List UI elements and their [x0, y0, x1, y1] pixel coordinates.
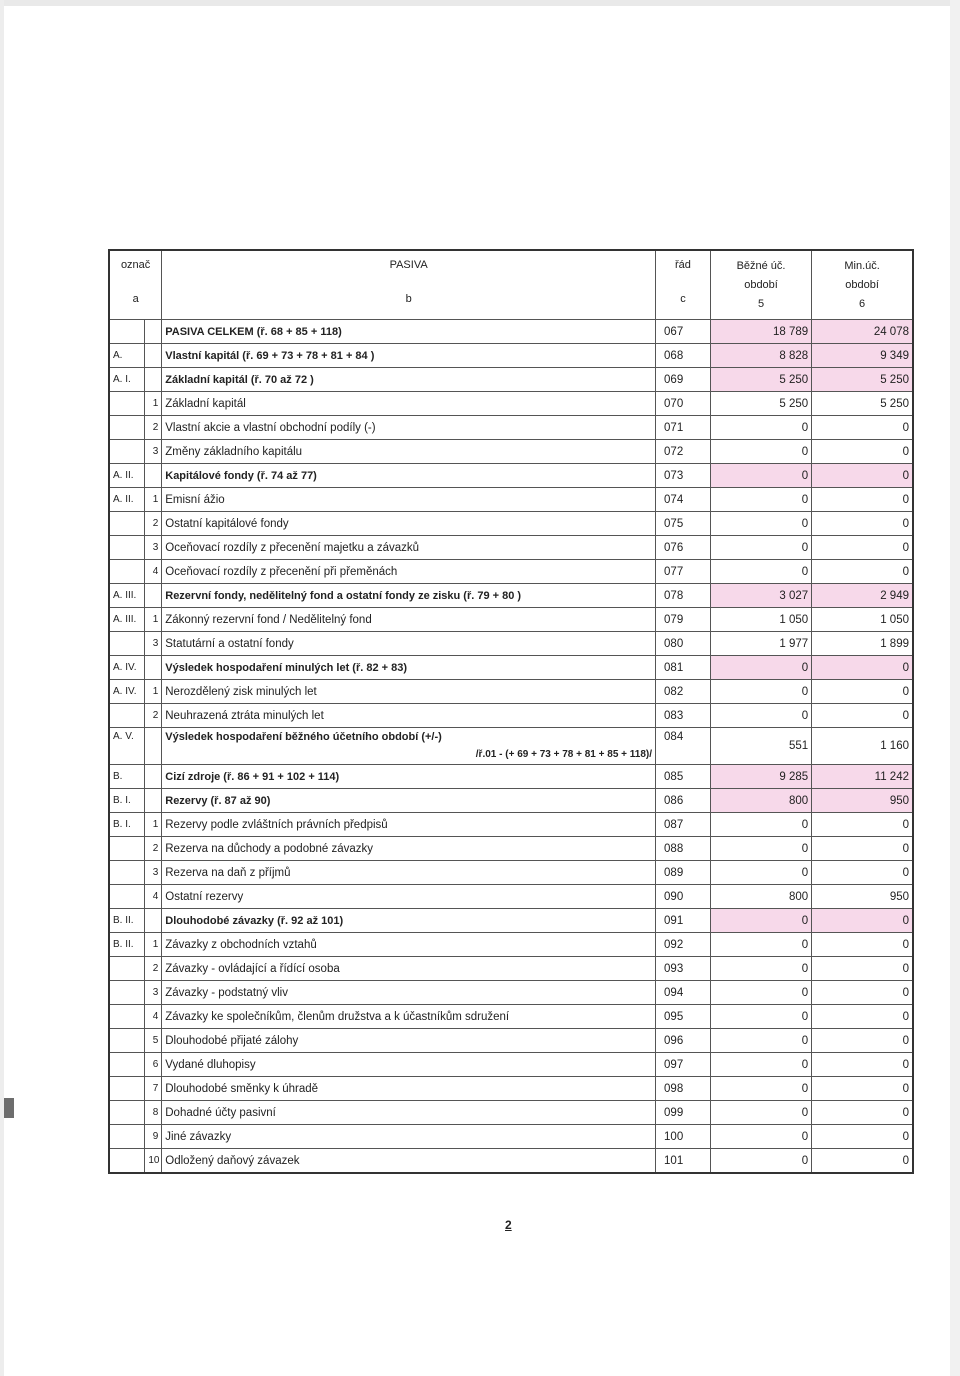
row-current-value: 0	[710, 416, 811, 440]
row-label: Zákonný rezervní fond / Nedělitelný fond	[162, 608, 656, 632]
table-row	[109, 344, 913, 368]
row-previous-value: 0	[812, 1101, 913, 1125]
row-previous-value: 0	[812, 1029, 913, 1053]
row-designation	[109, 957, 145, 981]
row-current-value: 0	[710, 1149, 811, 1174]
row-code: 082	[656, 680, 711, 704]
row-label: Základní kapitál	[162, 392, 656, 416]
row-item-number	[145, 656, 162, 680]
row-code: 083	[656, 704, 711, 728]
row-code: 077	[656, 560, 711, 584]
row-designation	[109, 1029, 145, 1053]
row-code: 068	[656, 344, 711, 368]
row-current-value: 551	[710, 728, 811, 765]
header-bezne-l3: 5	[757, 298, 765, 310]
row-label: Rezervy (ř. 87 až 90)	[162, 789, 656, 813]
row-code: 101	[656, 1149, 711, 1174]
row-previous-value: 0	[812, 1149, 913, 1174]
row-code: 076	[656, 536, 711, 560]
row-label: Rezerva na důchody a podobné závazky	[162, 837, 656, 861]
row-designation	[109, 1125, 145, 1149]
header-minule-l1: Min.úč.	[844, 260, 880, 272]
row-item-number	[145, 765, 162, 789]
table-row	[109, 861, 913, 885]
row-label: Rezervy podle zvláštních právních předpisů	[162, 813, 656, 837]
row-code: 085	[656, 765, 711, 789]
row-label: Ostatní kapitálové fondy	[162, 512, 656, 536]
row-item-number	[145, 728, 162, 765]
row-designation: A.	[109, 344, 145, 368]
margin-mark	[4, 1098, 14, 1118]
row-item-number: 2	[145, 416, 162, 440]
row-previous-value: 1 160	[812, 728, 913, 765]
row-previous-value: 0	[812, 837, 913, 861]
row-label: Výsledek hospodaření minulých let (ř. 82 + 83)	[162, 656, 656, 680]
row-code: 079	[656, 608, 711, 632]
row-label: Dlouhodobé přijaté zálohy	[162, 1029, 656, 1053]
row-item-number: 4	[145, 560, 162, 584]
row-label: Dlouhodobé závazky (ř. 92 až 101)	[162, 909, 656, 933]
row-code: 080	[656, 632, 711, 656]
row-designation: B. I.	[109, 789, 145, 813]
row-designation	[109, 1053, 145, 1077]
row-label: Závazky ke společníkům, členům družstva a k účastníkům sdružení	[162, 1005, 656, 1029]
table-row	[109, 909, 913, 933]
table-row	[109, 488, 913, 512]
row-current-value: 800	[710, 885, 811, 909]
row-designation	[109, 837, 145, 861]
header-oznac-letter: a	[132, 293, 139, 305]
row-item-number: 3	[145, 861, 162, 885]
table-row	[109, 933, 913, 957]
row-label: Dlouhodobé směnky k úhradě	[162, 1077, 656, 1101]
row-item-number: 2	[145, 512, 162, 536]
row-item-number: 8	[145, 1101, 162, 1125]
row-current-value: 0	[710, 512, 811, 536]
table-row	[109, 813, 913, 837]
row-previous-value: 0	[812, 464, 913, 488]
row-item-number: 3	[145, 440, 162, 464]
row-current-value: 0	[710, 933, 811, 957]
row-current-value: 9 285	[710, 765, 811, 789]
row-previous-value: 0	[812, 440, 913, 464]
table-row	[109, 320, 913, 344]
table-row	[109, 416, 913, 440]
row-item-number: 5	[145, 1029, 162, 1053]
row-previous-value: 0	[812, 560, 913, 584]
row-code: 098	[656, 1077, 711, 1101]
table-row	[109, 440, 913, 464]
row-previous-value: 950	[812, 885, 913, 909]
row-previous-value: 0	[812, 1077, 913, 1101]
row-label: Odložený daňový závazek	[162, 1149, 656, 1174]
row-code: 084	[656, 728, 711, 765]
row-previous-value: 0	[812, 488, 913, 512]
row-item-number	[145, 789, 162, 813]
header-pasiva-letter: b	[405, 293, 412, 305]
row-item-number: 1	[145, 813, 162, 837]
row-previous-value: 0	[812, 1053, 913, 1077]
row-label: Vlastní akcie a vlastní obchodní podíly (-)	[162, 416, 656, 440]
row-designation	[109, 885, 145, 909]
row-label: Závazky z obchodních vztahů	[162, 933, 656, 957]
table-row	[109, 1029, 913, 1053]
table-row	[109, 728, 913, 765]
row-previous-value: 0	[812, 981, 913, 1005]
scan-edge-left	[0, 0, 4, 1376]
row-label-line2: /ř.01 - (+ 69 + 73 + 78 + 81 + 85 + 118)/	[475, 749, 653, 760]
row-label: Rezervní fondy, nedělitelný fond a ostatní fondy ze zisku (ř. 79 + 80 )	[162, 584, 656, 608]
table-row	[109, 1101, 913, 1125]
row-previous-value: 9 349	[812, 344, 913, 368]
row-current-value: 0	[710, 1053, 811, 1077]
row-label-line1: Výsledek hospodaření běžného účetního období (+/-)	[165, 731, 442, 743]
row-item-number: 6	[145, 1053, 162, 1077]
row-item-number: 4	[145, 1005, 162, 1029]
row-label: Vlastní kapitál (ř. 69 + 73 + 78 + 81 + 84 )	[162, 344, 656, 368]
row-previous-value: 0	[812, 512, 913, 536]
row-previous-value: 1 899	[812, 632, 913, 656]
row-designation: A. IV.	[109, 656, 145, 680]
header-oznac-label: označ	[120, 259, 151, 271]
row-current-value: 0	[710, 813, 811, 837]
row-code: 074	[656, 488, 711, 512]
row-label: Nerozdělený zisk minulých let	[162, 680, 656, 704]
row-item-number: 3	[145, 981, 162, 1005]
row-current-value: 0	[710, 1125, 811, 1149]
row-code: 072	[656, 440, 711, 464]
table-row	[109, 1077, 913, 1101]
row-designation	[109, 440, 145, 464]
row-designation	[109, 632, 145, 656]
row-code: 100	[656, 1125, 711, 1149]
header-minule-l3: 6	[859, 298, 866, 310]
row-code: 081	[656, 656, 711, 680]
row-previous-value: 0	[812, 416, 913, 440]
row-previous-value: 0	[812, 536, 913, 560]
row-designation: B. II.	[109, 909, 145, 933]
header-minule-l2: období	[845, 279, 879, 291]
row-label: Dohadné účty pasivní	[162, 1101, 656, 1125]
row-label: Emisní ážio	[162, 488, 656, 512]
row-current-value: 0	[710, 704, 811, 728]
row-code: 097	[656, 1053, 711, 1077]
header-rad-label: řád	[675, 259, 691, 271]
row-code: 093	[656, 957, 711, 981]
row-item-number: 7	[145, 1077, 162, 1101]
table-row	[109, 837, 913, 861]
row-code: 086	[656, 789, 711, 813]
row-code: 078	[656, 584, 711, 608]
row-item-number: 2	[145, 957, 162, 981]
row-designation	[109, 320, 145, 344]
row-previous-value: 2 949	[812, 584, 913, 608]
row-code: 075	[656, 512, 711, 536]
row-item-number: 3	[145, 632, 162, 656]
row-designation: B.	[109, 765, 145, 789]
table-row	[109, 1005, 913, 1029]
header-rad	[656, 250, 711, 320]
row-current-value: 0	[710, 464, 811, 488]
row-code: 095	[656, 1005, 711, 1029]
table-row	[109, 560, 913, 584]
row-current-value: 0	[710, 656, 811, 680]
table-row	[109, 885, 913, 909]
row-current-value: 0	[710, 536, 811, 560]
table-row	[109, 680, 913, 704]
row-item-number: 1	[145, 488, 162, 512]
row-previous-value: 0	[812, 656, 913, 680]
row-designation: A. I.	[109, 368, 145, 392]
row-previous-value: 0	[812, 704, 913, 728]
row-code: 087	[656, 813, 711, 837]
row-item-number: 1	[145, 392, 162, 416]
row-label: Oceňovací rozdíly z přecenění majetku a závazků	[162, 536, 656, 560]
header-pasiva-label: PASIVA	[389, 259, 428, 271]
table-row	[109, 632, 913, 656]
row-label: Změny základního kapitálu	[162, 440, 656, 464]
row-designation	[109, 1005, 145, 1029]
row-current-value: 1 050	[710, 608, 811, 632]
row-label: Neuhrazená ztráta minulých let	[162, 704, 656, 728]
row-designation: A. II.	[109, 464, 145, 488]
table-row	[109, 1053, 913, 1077]
row-current-value: 0	[710, 861, 811, 885]
row-code: 096	[656, 1029, 711, 1053]
row-item-number	[145, 344, 162, 368]
row-item-number: 10	[145, 1149, 162, 1174]
row-previous-value: 24 078	[812, 320, 913, 344]
row-item-number: 1	[145, 933, 162, 957]
row-current-value: 0	[710, 1029, 811, 1053]
table-row	[109, 464, 913, 488]
row-current-value: 3 027	[710, 584, 811, 608]
row-item-number: 2	[145, 704, 162, 728]
header-bezne-l1: Běžné úč.	[736, 260, 786, 272]
row-label: Rezerva na daň z příjmů	[162, 861, 656, 885]
row-code: 094	[656, 981, 711, 1005]
row-current-value: 0	[710, 981, 811, 1005]
table-row	[109, 1149, 913, 1174]
row-label: Jiné závazky	[162, 1125, 656, 1149]
row-code: 067	[656, 320, 711, 344]
row-previous-value: 0	[812, 957, 913, 981]
row-previous-value: 950	[812, 789, 913, 813]
row-designation	[109, 1149, 145, 1174]
header-bezne-l2: období	[744, 279, 778, 291]
row-current-value: 0	[710, 440, 811, 464]
row-current-value: 800	[710, 789, 811, 813]
row-designation	[109, 512, 145, 536]
row-current-value: 0	[710, 837, 811, 861]
row-label: Základní kapitál (ř. 70 až 72 )	[162, 368, 656, 392]
row-item-number: 4	[145, 885, 162, 909]
row-current-value: 18 789	[710, 320, 811, 344]
row-code: 070	[656, 392, 711, 416]
row-previous-value: 0	[812, 909, 913, 933]
row-code: 090	[656, 885, 711, 909]
row-previous-value: 0	[812, 861, 913, 885]
row-designation: A. III.	[109, 608, 145, 632]
row-designation	[109, 560, 145, 584]
table-row	[109, 765, 913, 789]
row-current-value: 0	[710, 1005, 811, 1029]
row-label: Cizí zdroje (ř. 86 + 91 + 102 + 114)	[162, 765, 656, 789]
row-item-number: 1	[145, 608, 162, 632]
row-item-number: 1	[145, 680, 162, 704]
row-previous-value: 0	[812, 1125, 913, 1149]
row-label: Závazky - podstatný vliv	[162, 981, 656, 1005]
row-designation	[109, 392, 145, 416]
row-label	[162, 728, 656, 765]
row-current-value: 0	[710, 680, 811, 704]
row-designation	[109, 536, 145, 560]
row-label: Vydané dluhopisy	[162, 1053, 656, 1077]
table-row	[109, 536, 913, 560]
header-rad-letter: c	[680, 293, 686, 305]
row-designation: A. IV.	[109, 680, 145, 704]
row-label: Kapitálové fondy (ř. 74 až 77)	[162, 464, 656, 488]
row-previous-value: 11 242	[812, 765, 913, 789]
header-bezne-obdobi	[710, 250, 811, 320]
table-row	[109, 392, 913, 416]
row-code: 073	[656, 464, 711, 488]
table-row	[109, 957, 913, 981]
row-item-number: 2	[145, 837, 162, 861]
row-designation	[109, 981, 145, 1005]
row-previous-value: 0	[812, 680, 913, 704]
table-row	[109, 981, 913, 1005]
row-previous-value: 5 250	[812, 392, 913, 416]
row-item-number	[145, 368, 162, 392]
row-item-number	[145, 464, 162, 488]
row-item-number: 9	[145, 1125, 162, 1149]
row-code: 092	[656, 933, 711, 957]
table-row	[109, 368, 913, 392]
row-previous-value: 0	[812, 933, 913, 957]
row-current-value: 5 250	[710, 392, 811, 416]
row-code: 089	[656, 861, 711, 885]
pasiva-table	[108, 249, 914, 1174]
row-designation	[109, 861, 145, 885]
header-minule-obdobi	[812, 250, 913, 320]
row-label: Oceňovací rozdíly z přecenění při přeměnách	[162, 560, 656, 584]
header-pasiva	[162, 250, 656, 320]
row-label: Statutární a ostatní fondy	[162, 632, 656, 656]
header-row	[109, 250, 913, 320]
table-row	[109, 608, 913, 632]
row-designation: B. II.	[109, 933, 145, 957]
row-code: 069	[656, 368, 711, 392]
row-previous-value: 0	[812, 813, 913, 837]
row-label: Ostatní rezervy	[162, 885, 656, 909]
page-number: 2	[505, 1218, 512, 1232]
row-designation: A. II.	[109, 488, 145, 512]
scan-edge-right	[950, 0, 960, 1376]
row-code: 091	[656, 909, 711, 933]
table-row	[109, 512, 913, 536]
row-current-value: 0	[710, 1101, 811, 1125]
table-row	[109, 789, 913, 813]
row-designation	[109, 416, 145, 440]
row-current-value: 0	[710, 957, 811, 981]
row-current-value: 1 977	[710, 632, 811, 656]
table-row	[109, 584, 913, 608]
header-oznac	[109, 250, 162, 320]
row-designation	[109, 704, 145, 728]
row-previous-value: 0	[812, 1005, 913, 1029]
row-current-value: 0	[710, 488, 811, 512]
row-current-value: 0	[710, 909, 811, 933]
row-previous-value: 5 250	[812, 368, 913, 392]
row-label: Závazky - ovládající a řídící osoba	[162, 957, 656, 981]
row-item-number	[145, 320, 162, 344]
row-label: PASIVA CELKEM (ř. 68 + 85 + 118)	[162, 320, 656, 344]
row-item-number	[145, 584, 162, 608]
row-designation: A. V.	[109, 728, 145, 765]
row-item-number	[145, 909, 162, 933]
row-designation	[109, 1101, 145, 1125]
row-current-value: 8 828	[710, 344, 811, 368]
table-row	[109, 704, 913, 728]
row-code: 071	[656, 416, 711, 440]
row-designation: A. III.	[109, 584, 145, 608]
row-current-value: 5 250	[710, 368, 811, 392]
row-current-value: 0	[710, 560, 811, 584]
row-previous-value: 1 050	[812, 608, 913, 632]
row-current-value: 0	[710, 1077, 811, 1101]
table-row	[109, 656, 913, 680]
table-row	[109, 1125, 913, 1149]
row-item-number: 3	[145, 536, 162, 560]
row-designation: B. I.	[109, 813, 145, 837]
row-code: 099	[656, 1101, 711, 1125]
row-designation	[109, 1077, 145, 1101]
scan-edge-top	[0, 0, 960, 6]
row-code: 088	[656, 837, 711, 861]
